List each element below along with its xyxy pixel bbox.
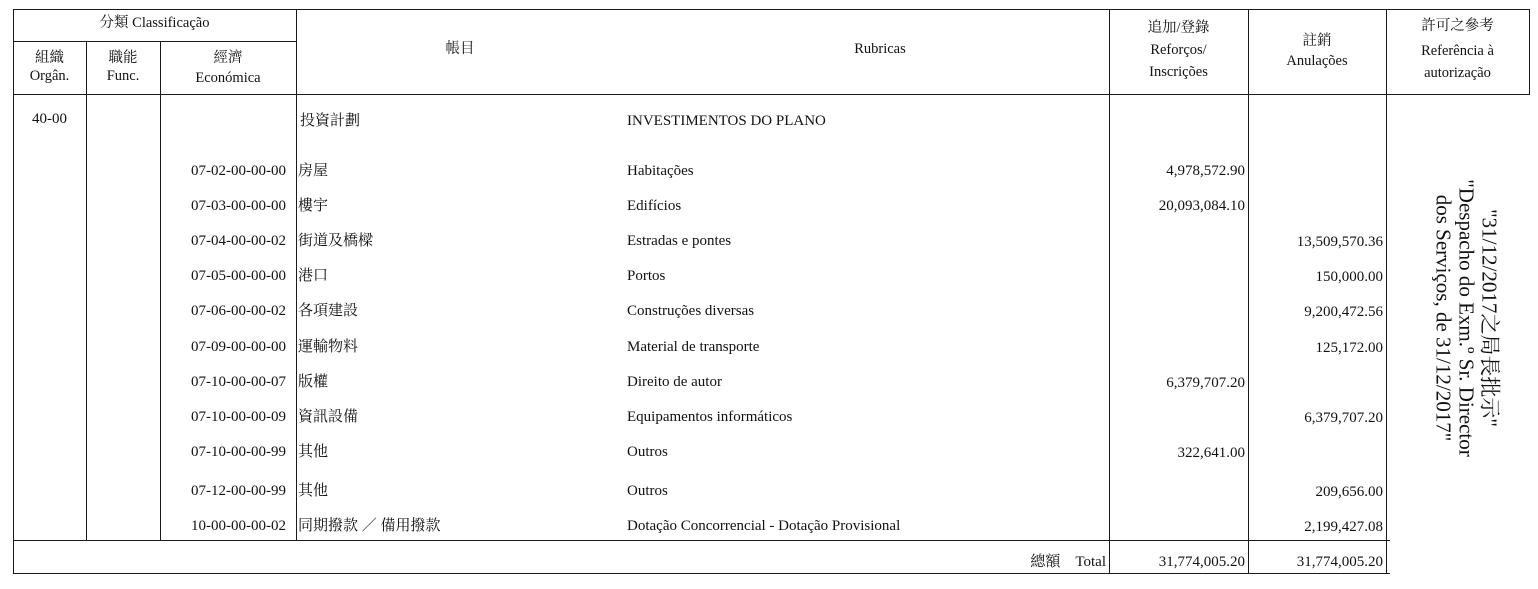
row-anulacao: 13,509,570.36 (1296, 234, 1383, 250)
table-bottom-border (13, 573, 1390, 574)
row-label-pt: Dotação Concorrencial - Dotação Provisional (627, 518, 901, 534)
row-label-zh: 其他 (298, 483, 329, 499)
row-reforco: 20,093,084.10 (1158, 198, 1245, 214)
row-label-zh: 同期撥款 ／ 備用撥款 (298, 518, 441, 534)
header-reforcos-pt2: Inscrições (1149, 64, 1208, 80)
row-code: 07-10-00-00-09 (191, 409, 286, 425)
row-code: 07-06-00-00-02 (191, 303, 286, 319)
row-label-pt: Estradas e pontes (627, 233, 732, 249)
row-code: 07-10-00-00-99 (191, 444, 286, 460)
row-anulacao: 125,172.00 (1315, 340, 1383, 356)
reference-line-2: "Despacho do Exm.º Sr. Director (1454, 179, 1479, 457)
row-anulacao: 2,199,427.08 (1304, 519, 1383, 535)
row-anulacao: 209,656.00 (1315, 484, 1383, 500)
col-divider-economica (296, 9, 297, 540)
header-anulacoes-zh: 註銷 (1302, 33, 1332, 49)
header-economica-pt: Económica (195, 70, 261, 86)
row-label-zh: 版權 (298, 374, 329, 390)
col-divider-reforcos (1109, 9, 1110, 574)
row-code: 07-03-00-00-00 (191, 198, 286, 214)
row-label-zh: 房屋 (298, 163, 329, 179)
row-code: 10-00-00-00-02 (191, 518, 286, 534)
row-label-pt: Construções diversas (627, 303, 755, 319)
row-label-zh: 運輸物料 (298, 339, 359, 355)
header-rubricas-zh: 帳目 (445, 41, 475, 57)
row-code: 07-02-00-00-00 (191, 163, 286, 179)
header-economica-zh: 經濟 (213, 50, 243, 66)
authorization-reference-text (1432, 168, 1501, 468)
row-code: 07-04-00-00-02 (191, 233, 286, 249)
row-label-pt: Habitações (627, 163, 694, 179)
row-label-pt: Portos (627, 268, 666, 284)
header-bottom-border (13, 94, 1530, 95)
authorization-reference (1418, 168, 1514, 468)
header-referencia-zh: 許可之參考 (1421, 18, 1494, 34)
header-referencia-pt2: autorização (1424, 65, 1491, 81)
header-organica-zh: 組織 (35, 50, 64, 66)
row-label-zh: 港口 (298, 268, 329, 284)
row-code: 07-12-00-00-99 (191, 483, 286, 499)
row-code: 07-10-00-00-07 (191, 374, 286, 390)
section-title-zh: 投資計劃 (300, 113, 361, 129)
header-referencia-pt1: Referência à (1421, 43, 1494, 59)
row-reforco: 4,978,572.90 (1166, 163, 1245, 179)
header-organica-pt: Orgân. (29, 68, 70, 84)
col-divider-anulacoes (1248, 9, 1249, 574)
header-rubricas-pt: Rubricas (854, 41, 906, 57)
header-classificacao: 分類 Classificação (99, 15, 210, 31)
row-reforco: 6,379,707.20 (1166, 375, 1245, 391)
row-label-zh: 街道及橋樑 (298, 233, 374, 249)
table-right-border (1529, 9, 1530, 95)
row-anulacao: 9,200,472.56 (1304, 304, 1383, 320)
row-label-pt: Outros (627, 444, 668, 460)
row-label-pt: Material de transporte (627, 339, 760, 355)
row-label-zh: 樓宇 (298, 198, 329, 214)
row-label-pt: Direito de autor (627, 374, 722, 390)
total-reforcos: 31,774,005.20 (1158, 554, 1245, 570)
total-label: 總額 Total (1030, 554, 1106, 570)
row-label-zh: 各項建設 (298, 303, 359, 319)
table-top-border (13, 9, 1530, 10)
reference-line-3: dos Serviços, de 31/12/2017" (1431, 194, 1456, 442)
section-title-pt: INVESTIMENTOS DO PLANO (627, 113, 826, 129)
total-anulacoes: 31,774,005.20 (1296, 554, 1383, 570)
header-anulacoes-pt: Anulações (1286, 53, 1348, 69)
col-divider-organica (86, 41, 87, 540)
row-label-zh: 資訊設備 (298, 409, 359, 425)
row-label-pt: Edifícios (627, 198, 682, 214)
row-anulacao: 6,379,707.20 (1304, 410, 1383, 426)
row-code: 07-09-00-00-00 (191, 339, 286, 355)
classification-divider (13, 41, 296, 42)
col-divider-referencia (1386, 9, 1387, 574)
row-anulacao: 150,000.00 (1315, 269, 1383, 285)
header-reforcos-pt1: Reforços/ (1150, 42, 1207, 58)
header-funcional-pt: Func. (106, 68, 140, 84)
row-label-pt: Outros (627, 483, 668, 499)
row-label-zh: 其他 (298, 444, 329, 460)
section-organica-code: 40-00 (32, 111, 67, 127)
header-reforcos-zh: 追加/登錄 (1147, 20, 1210, 36)
header-funcional-zh: 職能 (108, 50, 138, 66)
col-divider-funcional (160, 41, 161, 540)
row-label-pt: Equipamentos informáticos (627, 409, 793, 425)
row-code: 07-05-00-00-00 (191, 268, 286, 284)
table-left-border (13, 9, 14, 574)
row-reforco: 322,641.00 (1177, 445, 1245, 461)
reference-line-1: "31/12/2017之局長批示" (1477, 209, 1502, 427)
total-row-top-border (13, 540, 1390, 541)
